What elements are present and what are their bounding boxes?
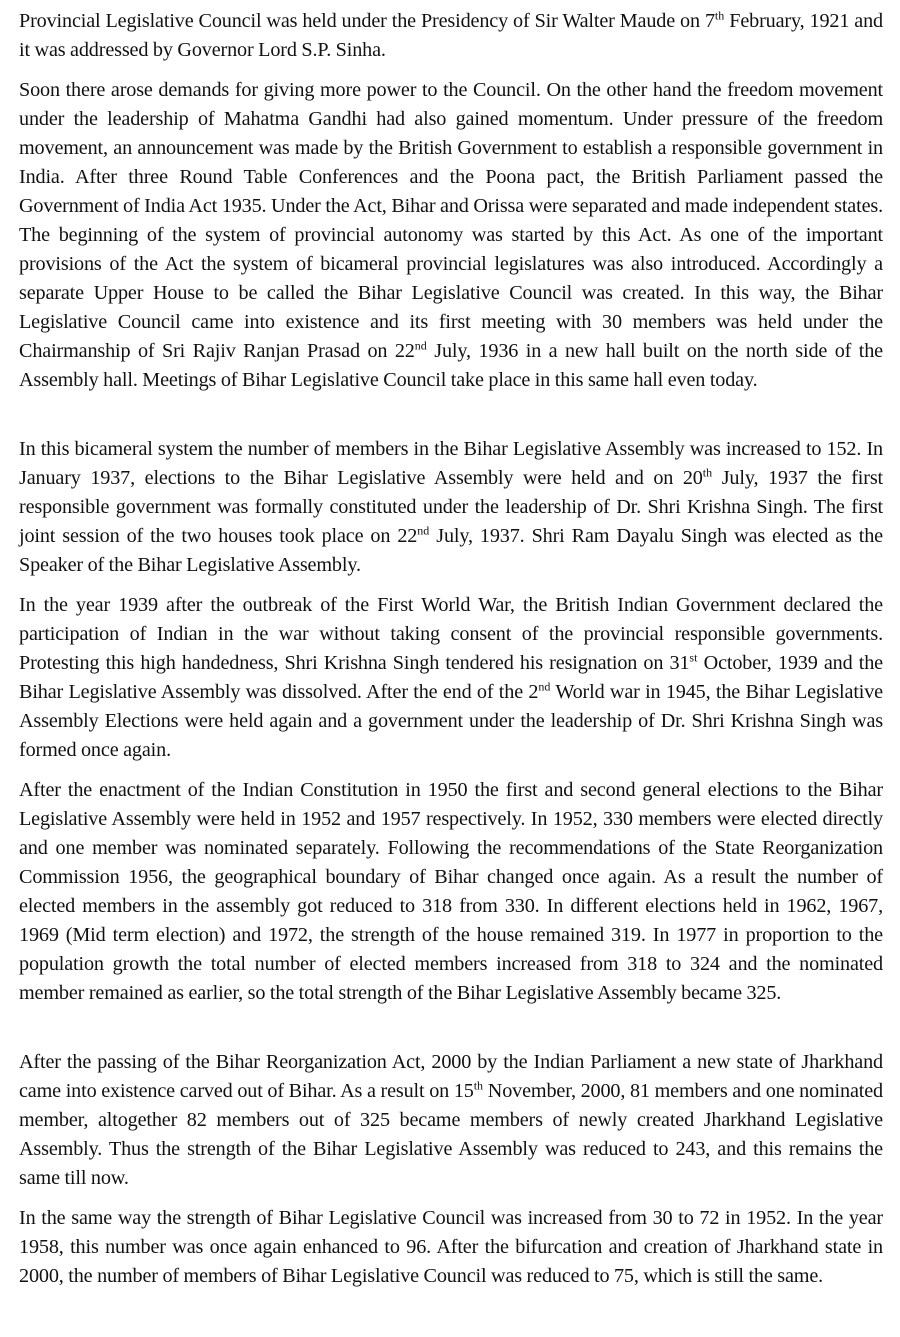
paragraph-reorganization-2000 [19, 1048, 883, 1193]
text-run: In the same way the strength of Bihar Legislative Council was increased from 30 to 72 in 1952. In the year 1958, this number was once again enhanced to 96. After the bifurcation and creation of Jharkhand state in 2000, the number of members of Bihar Legislative Council was reduced to 75, which is still the same. [19, 1207, 883, 1287]
paragraph-world-war [19, 591, 883, 765]
paragraph-council-strength [19, 1204, 883, 1291]
text-run: World war in 1945, the Bihar Legislative Assembly Elections were held again and a government under the leadership of Dr. Shri Krishna Singh was formed once again. [19, 681, 883, 761]
paragraph-constitution-1950 [19, 776, 883, 1008]
ordinal-suffix: th [702, 465, 713, 480]
text-run: Provincial Legislative Council was held under the Presidency of Sir Walter Maude on 7 [19, 10, 715, 32]
text-run: After the passing of the Bihar Reorganization Act, 2000 by the Indian Parliament a new state of Jharkhand came into existence carved out of Bihar. As a result on 15 [19, 1051, 883, 1102]
text-run: In this bicameral system the number of members in the Bihar Legislative Assembly was increased to 152. In January 1937, elections to the Bihar Legislative Assembly were held and on 20 [19, 438, 883, 489]
text-run: Soon there arose demands for giving more power to the Council. On the other hand the freedom movement under the leadership of Mahatma Gandhi had also gained momentum. Under pressure of the freedom movement, an announcement was made by the British Government to establish a responsible government in India. After three Round Table Conferences and the Poona pact, the British Parliament passed the Government of India Act 1935. Under the Act, Bihar and Orissa were separated and made independent states. The beginning of the system of provincial autonomy was started by this Act. As one of the important provisions of the Act the system of bicameral provincial legislatures was also introduced. Accordingly a separate Upper House to be called the Bihar Legislative Council was created. In this way, the Bihar Legislative Council came into existence and its first meeting with 30 members was held under the Chairmanship of Sri Rajiv Ranjan Prasad on 22 [19, 79, 883, 362]
ordinal-suffix: st [689, 650, 698, 665]
text-run: July, 1937 the first responsible government was formally constituted under the leadership of Dr. Shri Krishna Singh. The first joint session of the two houses took place on 22 [19, 467, 883, 547]
text-run: July, 1936 in a new hall built on the north side of the Assembly hall. Meetings of Bihar Legislative Council take place in this same hall even today. [19, 340, 883, 391]
ordinal-suffix: nd [417, 523, 430, 538]
ordinal-suffix: nd [414, 338, 427, 353]
paragraph-act-1935 [19, 76, 883, 395]
ordinal-suffix: nd [538, 679, 551, 694]
paragraph-bicameral-system [19, 435, 883, 580]
ordinal-suffix: th [473, 1078, 484, 1093]
paragraph-council-1921 [19, 7, 883, 65]
text-run: October, 1939 and the Bihar Legislative Assembly was dissolved. After the end of the 2 [19, 652, 883, 703]
text-run: February, 1921 and it was addressed by Governor Lord S.P. Sinha. [19, 10, 883, 61]
text-run: In the year 1939 after the outbreak of the First World War, the British Indian Government declared the participation of Indian in the war without taking consent of the provincial responsible governments. Protesting this high handedness, Shri Krishna Singh tendered his resignation on 31 [19, 594, 883, 674]
ordinal-suffix: th [714, 8, 725, 23]
text-run: November, 2000, 81 members and one nominated member, altogether 82 members out of 325 became members of newly created Jharkhand Legislative Assembly. Thus the strength of the Bihar Legislative Assembly was reduced to 243, and this remains the same till now. [19, 1080, 883, 1189]
text-run: After the enactment of the Indian Constitution in 1950 the first and second general elections to the Bihar Legislative Assembly were held in 1952 and 1957 respectively. In 1952, 330 members were elected directly and one member was nominated separately. Following the recommendations of the State Reorganization Commission 1956, the geographical boundary of Bihar changed once again. As a result the number of elected members in the assembly got reduced to 318 from 330. In different elections held in 1962, 1967, 1969 (Mid term election) and 1972, the strength of the house remained 319. In 1977 in proportion to the population growth the total number of elected members increased from 318 to 324 and the nominated member remained as earlier, so the total strength of the Bihar Legislative Assembly became 325. [19, 779, 883, 1004]
text-run: July, 1937. Shri Ram Dayalu Singh was elected as the Speaker of the Bihar Legislative Assembly. [19, 525, 883, 576]
